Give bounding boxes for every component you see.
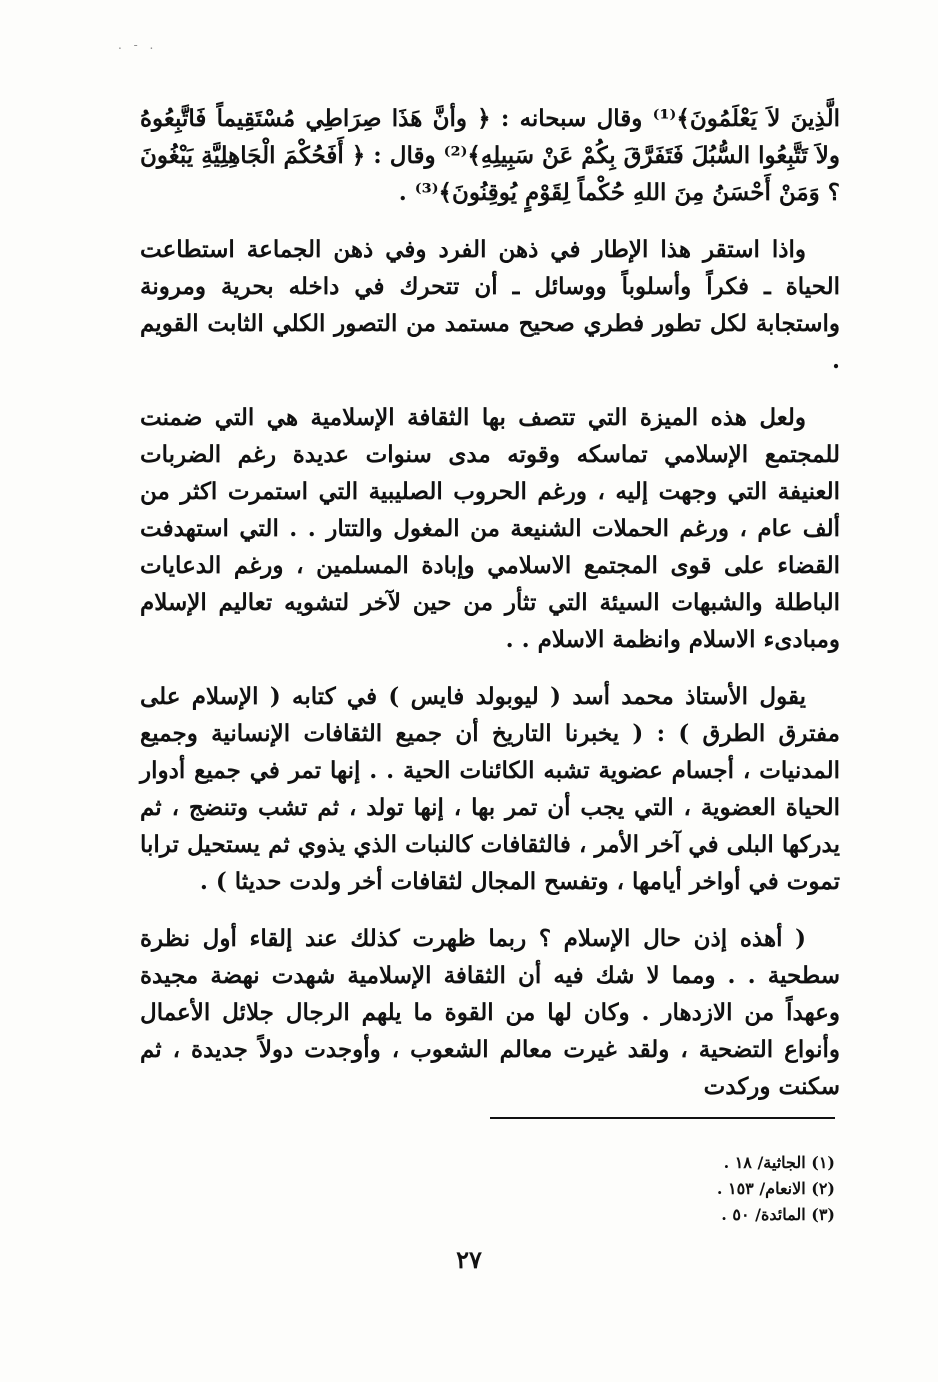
page-number: ٢٧ xyxy=(456,1245,482,1274)
scan-mark: . - . xyxy=(118,38,158,52)
paragraph-framework: واذا استقر هذا الإطار في ذهن الفرد وفي ذهن الجماعة استطاعت الحياة ـ فكراً وأسلوباً ووسائل ـ أن تتحرك في داخله بحرية ومرونة واستجابة لكل تطور فطري صحيح مستمد من التصور الكلي الثابت القويم . xyxy=(140,236,840,374)
main-text xyxy=(140,100,840,1125)
paragraph-question: ( أهذه إذن حال الإسلام ؟ ربما ظهرت كذلك عند إلقاء أول نظرة سطحية . . ومما لا شك فيه أن الثقافة الإسلامية شهدت نهضة مجيدة وعهداً من الازدهار . وكان لها من القوة ما يلهم الرجال جلائل الأعمال وأنواع التضحية ، ولقد غيرت معالم الشعوب ، وأوجدت دولاً جديدة ، ثم سكنت وركدت xyxy=(140,925,840,1100)
footnote-divider xyxy=(490,1117,835,1119)
footnote-1: (١) الجاثية/ ١٨ . xyxy=(723,1153,835,1172)
footnote-3: (٣) المائدة/ ٥٠ . xyxy=(721,1205,835,1224)
footnote-2: (٢) الانعام/ ١٥٣ . xyxy=(716,1179,835,1198)
paragraph-cohesion: ولعل هذه الميزة التي تتصف بها الثقافة الإسلامية هي التي ضمنت للمجتمع الإسلامي تماسكه وقوته مدى سنوات عديدة رغم الضربات العنيفة التي وجهت إليه ، ورغم الحروب الصليبية التي استمرت اكثر من ألف عام ، ورغم الحملات الشنيعة من المغول والتتار . . التي استهدفت القضاء على قوى المجتمع الاسلامي وإبادة المسلمين ، ورغم الدعايات الباطلة والشبهات السيئة التي تثأر من حين لآخر لتشويه تعاليم الإسلام ومبادىء الاسلام وانظمة الاسلام . . xyxy=(140,404,840,653)
paragraph-asad-quote: يقول الأستاذ محمد أسد ( ليوبولد فايس ) في كتابه ( الإسلام على مفترق الطرق ) : ( يخبرنا التاريخ أن جميع الثقافات الإنسانية وجميع المدنيات ، أجسام عضوية تشبه الكائنات الحية . . إنها تمر في جميع أدوار الحياة العضوية ، التي يجب أن تمر بها ، إنها تولد ، ثم تشب وتنضج ، ثم يدركها البلى في آخر الأمر ، فالثقافات كالنبات الذي يذوي ثم يستحيل ترابا تموت في أواخر أيامها ، وتفسح المجال لثقافات أخر ولدت حديثا ) . xyxy=(140,683,840,895)
paragraph-quran-quotes: الَّذِينَ لاَ يَعْلَمُونَ﴾⁽¹⁾ وقال سبحانه : ﴿ وأنَّ هَذَا صِرَاطِي مُسْتَقِيماً فَاتَّبِعُوهُ ولاَ تَتَّبِعُوا السُّبُلَ فَتَفَرَّقَ بِكُمْ عَنْ سَبِيلِهِ﴾⁽²⁾ وقال : ﴿ أَفَحُكْمَ الْجَاهِلِيَّةِ يَبْغُونَ ؟ وَمَنْ أَحْسَنُ مِنَ اللهِ حُكْماً لِقَوْمٍ يُوقِنُونَ﴾⁽³⁾ . xyxy=(140,105,840,206)
footnotes xyxy=(490,1150,835,1228)
